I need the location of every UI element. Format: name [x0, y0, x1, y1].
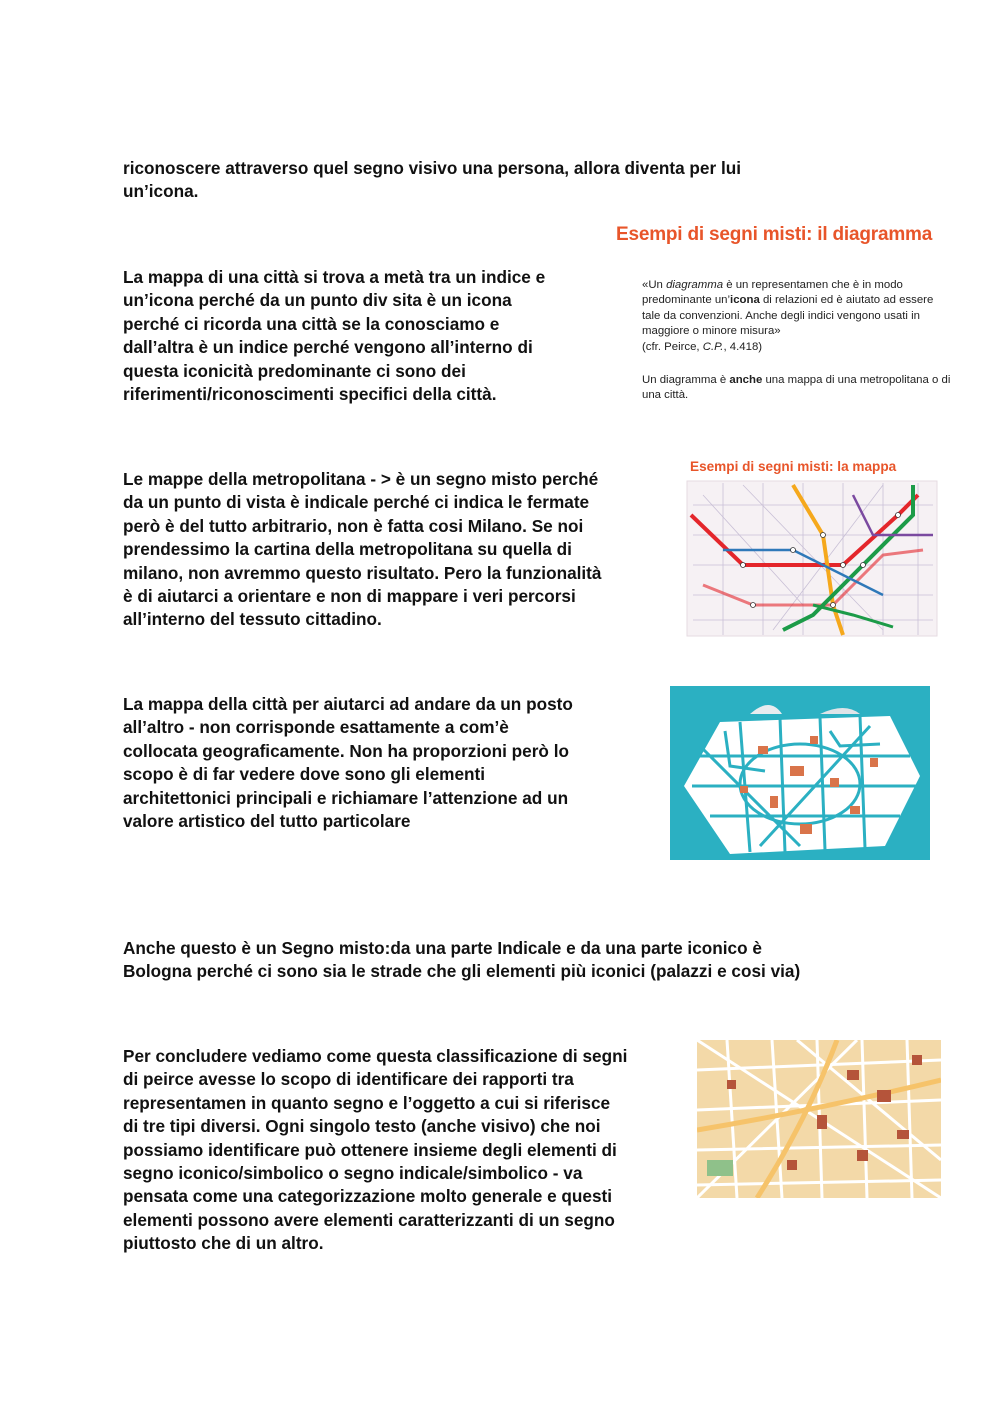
paragraph-bologna: Anche questo è un Segno misto:da una parte Indicale e da una parte iconico è Bologna perché ci sono sia le strade che gli elementi più iconici (palazzi e cosi via) [123, 938, 801, 982]
diagram-slide-title: Esempi di segni misti: il diagramma [616, 224, 933, 245]
city-map-image [670, 686, 930, 860]
paragraph-intro: riconoscere attraverso quel segno visivo una persona, allora diventa per lui un’icona. [123, 158, 742, 202]
diagram-quote: «Un diagramma è un representamen che è in modo predominante un’icona di relazioni ed è aiutato ad essere tale da convenzioni. Anche degli indici vengono usati in maggiore o minore misura» (cfr. Peirce, C.P., 4.418) [642, 279, 934, 353]
paragraph-artistic-map: La mappa della città per aiutarci ad andare da un posto all’altro - non corrisponde esattamente a com’è collocata geograficamente. Non ha proporzioni però lo scopo è di far vedere dove sono gli elementi architettonici principali e richiamare l’attenzione ad un valore artistico del tutto particolare [123, 694, 573, 832]
bologna-map-image [697, 1040, 941, 1198]
metro-slide-title: Esempi di segni misti: la mappa [690, 459, 897, 474]
paragraph-metro: Le mappe della metropolitana - > è un segno misto perché da un punto di vista è indicale perché ci indica le fermate però è del tutto arbitrario, non è fatta cosi Milano. Se noi prendessimo la cartina della metropolitana su quella di milano, non avremmo questo risultato. Pero la funzionalità è di aiutarci a orientare e non di mappare i veri percorsi all’interno del tessuto cittadino. [123, 469, 602, 630]
paragraph-conclusion: Per concludere vediamo come questa classificazione di segni di peirce avesse lo scopo di identificare dei rapporti tra representamen in quanto segno e l’oggetto a cui si riferisce di tre tipi diversi. Ogni singolo testo (anche visivo) che noi possiamo identificare può ottenere insieme degli elementi di segno iconico/simbolico o segno indicale/simbolico - va pensata come una categorizzazione molto generale e questi elementi possono avere elementi caratterizzanti di un segno piuttosto che di un altro. [123, 1046, 628, 1254]
metro-map-image [683, 455, 941, 643]
metro-slide [683, 455, 941, 643]
diagram-note: Un diagramma è anche una mappa di una metropolitana o di una città. [642, 374, 951, 402]
diagram-slide [612, 218, 962, 414]
paragraph-city-map: La mappa di una città si trova a metà tra un indice e un’icona perché da un punto div sita è un icona perché ci ricorda una città se la conosciamo e dall’altra è un indice perché vengono all’interno di questa iconicità predominante ci sono dei riferimenti/riconoscimenti specifici della città. [123, 267, 546, 405]
